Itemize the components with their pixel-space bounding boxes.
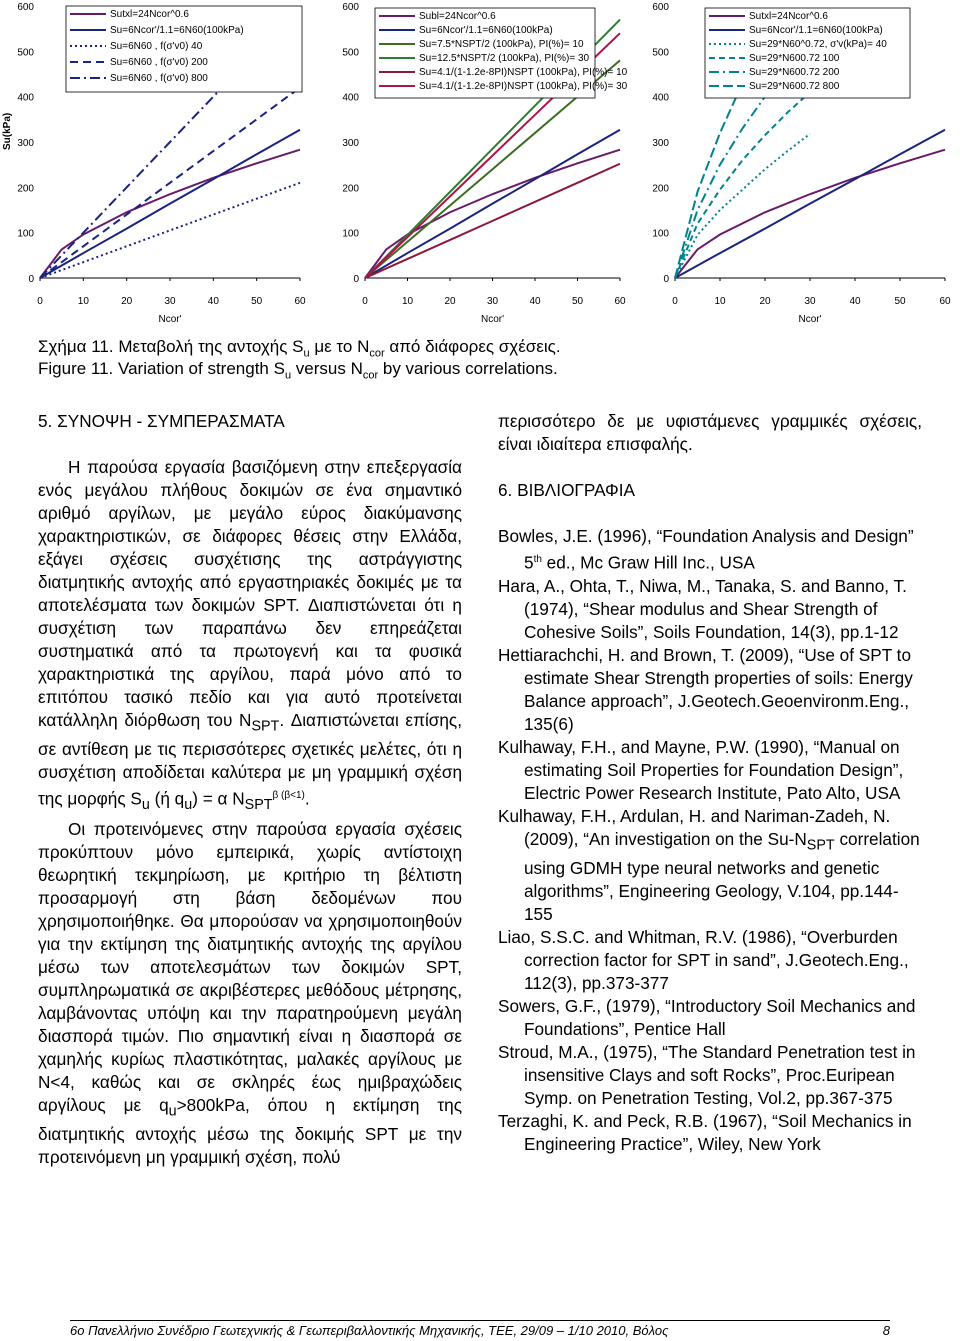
y-tick-label: 300: [17, 138, 34, 149]
reference-item: Bowles, J.E. (1996), “Foundation Analysis and Design” 5th ed., Mc Graw Hill Inc., USA: [498, 526, 914, 573]
series-line: [365, 164, 620, 278]
reference-item: Hara, A., Ohta, T., Niwa, M., Tanaka, S. and Banno, T. (1974), “Shear modulus and Shear Strength of Cohesive Soils”, Soils Foundation, 14(3), pp.1-12: [498, 575, 907, 642]
x-tick-label: 10: [714, 296, 726, 307]
legend-label: Su=6Ncor'/1.1=6N60(100kPa): [110, 25, 244, 36]
legend-label: Su=6N60 , f(σ'v0) 800: [110, 73, 208, 84]
conclusions-paragraph-2: Οι προτεινόμενες στην παρούσα εργασία σχέσεις προκύπτουν μόνο εμπειρικά, χωρίς αντίστοιχη θεωρητική τεκμηρίωση, με κριτήριο τη βέλτιστη προσαρμογή στη βάση δεδομένων που χρησιμοποιήθηκε. Θα μπορούσαν να χρησιμοποιηθούν για την εκτίμηση της διατμητικής αντοχής της αργίλου μέσω των αποτελεσμάτων των δοκιμών SPT, συμπληρωματικά σε ακριβέστερες μεθόδους μέτρησης, λαμβάνοντας υπόψη και την παρατηρούμενη μεγάλη διασπορά τιμών. Πιο σημαντική είναι η διασπορά σε χαμηλής κυρίως πλαστικότητας, μαλακές αργίλους με N<4, καθώς και σε σκληρές έως ημιβραχώδεις αργίλους με $q_u>800kPa$, όπου η εκτίμηση της διατμητικής αντοχής μέσω της δοκιμής SPT με την προτεινόμενη μη γραμμική σχέση, πολύ: [38, 818, 462, 1168]
legend-label: Su=4.1/(1-1.2e-8PI)NSPT (100kPa), PI(%)= 30: [419, 81, 628, 92]
page-footer: [70, 1320, 890, 1338]
x-tick-label: 50: [251, 296, 263, 307]
references-title: 6. ΒΙΒΛΙΟΓΡΑΦΙΑ: [498, 480, 636, 500]
x-tick-label: 20: [759, 296, 771, 307]
x-tick-label: 50: [894, 296, 906, 307]
y-tick-label: 500: [17, 47, 34, 59]
y-tick-label: 500: [652, 47, 669, 59]
reference-item: Sowers, G.F., (1979), “Introductory Soil Mechanics and Foundations”, Pentice Hall: [498, 996, 916, 1040]
chart-left: [10, 0, 315, 330]
legend-label: Su=29*N600.72 200: [749, 67, 840, 78]
x-tick-label: 60: [939, 296, 951, 307]
x-axis-label: Ncor': [480, 314, 505, 325]
y-tick-label: 200: [17, 183, 34, 195]
reference-item: Terzaghi, K. and Peck, R.B. (1967), “Soil Mechanics in Engineering Practice”, Wiley, New York: [498, 1111, 912, 1155]
y-tick-label: 100: [652, 228, 669, 240]
series-line: [40, 130, 300, 278]
y-tick-label: 300: [342, 138, 359, 149]
x-tick-label: 40: [529, 296, 541, 307]
legend-label: Su=6N60 , f(σ'v0) 200: [110, 57, 208, 68]
reference-item: Hettiarachchi, H. and Brown, T. (2009), “Use of SPT to estimate Shear Strength properties of soils: Energy Balance approach”, J.Geotech.Geoenvironm.Eng., 135(6): [498, 644, 913, 734]
y-tick-label: 600: [342, 2, 359, 13]
x-tick-label: 30: [486, 296, 499, 307]
x-tick-label: 40: [207, 296, 219, 307]
page-number: 8: [882, 1323, 890, 1338]
y-tick-label: 400: [652, 92, 669, 104]
x-tick-label: 20: [444, 296, 456, 307]
y-axis-label: Su(kPa): [2, 112, 13, 150]
x-tick-label: 0: [37, 296, 43, 307]
x-tick-label: 10: [77, 296, 89, 307]
legend-label: Sutxl=24Ncor^0.6: [749, 11, 828, 22]
x-tick-label: 50: [571, 296, 584, 307]
legend-label: Su=6Ncor'/1.1=6N60(100kPa): [419, 25, 553, 36]
figure-11: [0, 0, 960, 330]
reference-item: Liao, S.S.C. and Whitman, R.V. (1986), “Overburden correction factor for SPT in sand”, J.Geotech.Eng., 112(3), pp.373-377: [498, 927, 909, 994]
y-tick-label: 0: [353, 274, 359, 285]
caption-english: Figure 11. Variation of strength $S_u$ versus $N_{cor}$ by various correlations.: [38, 359, 558, 382]
series-line: [675, 92, 810, 278]
reference-item: Stroud, M.A., (1975), “The Standard Penetration test in insensitive Clays and soft Rocks”, Proc.Euripean Symp. on Penetration Testing, Vol.2, pp.367-375: [498, 1042, 916, 1109]
x-tick-label: 20: [121, 296, 133, 307]
chart-middle: [335, 0, 635, 330]
series-line: [40, 183, 300, 278]
series-line: [365, 130, 620, 278]
reference-item: Kulhaway, F.H., Ardulan, H. and Nariman-Zadeh, N. (2009), “An investigation on the $Su-N_{SPT}$ correlation using GDMH type neural networks and genetic algorithms”, Engineering Geology, V.104, pp.144-155: [498, 805, 920, 925]
chart-right: [645, 0, 960, 330]
series-line: [40, 150, 300, 278]
conclusions-continuation: περισσότερο δε με υφιστάμενες γραμμικές σχέσεις, είναι ιδιαίτερα επισφαλής.: [498, 411, 922, 454]
series-line: [40, 88, 300, 278]
right-column: [498, 410, 922, 1156]
footer-text: 6ο Πανελλήνιο Συνέδριο Γεωτεχνικής & Γεωπεριβαλλοντικής Μηχανικής, ΤΕΕ, 29/09 – 1/10 2010, Βόλος: [70, 1323, 669, 1338]
y-tick-label: 0: [663, 274, 669, 285]
x-axis-label: Ncor': [158, 314, 182, 325]
legend-label: Su=29*N600.72 100: [749, 53, 840, 64]
section-title: 5. ΣΥΝΟΨΗ - ΣΥΜΠΕΡΑΣΜΑΤΑ: [38, 411, 285, 431]
legend-label: Su=6Ncor'/1.1=6N60(100kPa): [749, 25, 883, 36]
y-tick-label: 600: [17, 2, 34, 13]
legend-label: Su=7.5*NSPT/2 (100kPa), PI(%)= 10: [419, 39, 584, 50]
x-tick-label: 30: [164, 296, 176, 307]
x-tick-label: 10: [401, 296, 414, 307]
y-tick-label: 600: [652, 2, 669, 13]
y-tick-label: 200: [342, 183, 359, 195]
x-tick-label: 40: [849, 296, 861, 307]
legend-label: Su=6N60 , f(σ'v0) 40: [110, 41, 203, 52]
y-tick-label: 500: [342, 47, 359, 59]
x-tick-label: 30: [804, 296, 816, 307]
x-tick-label: 60: [294, 296, 306, 307]
legend-label: Su=12.5*NSPT/2 (100kPa), PI(%)= 30: [419, 53, 590, 64]
left-column: [38, 410, 462, 1169]
x-tick-label: 0: [672, 296, 678, 307]
y-tick-label: 200: [652, 183, 669, 195]
legend-label: Su=29*N60^0.72, σ'v(kPa)= 40: [749, 39, 887, 50]
x-axis-label: Ncor': [798, 314, 822, 325]
x-tick-label: 0: [362, 296, 368, 307]
legend-label: Subl=24Ncor^0.6: [419, 11, 496, 22]
reference-item: Kulhaway, F.H., and Mayne, P.W. (1990), “Manual on estimating Soil Properties for Foundation Design”, Electric Power Research Institute, Pato Alto, USA: [498, 736, 904, 803]
x-tick-label: 60: [614, 296, 626, 307]
legend-label: Su=29*N600.72 800: [749, 81, 840, 92]
caption-greek: Σχήμα 11. Μεταβολή της αντοχής $S_u$ με το $N_{cor}$ από διάφορες σχέσεις.: [38, 337, 561, 360]
y-tick-label: 0: [28, 274, 34, 285]
y-tick-label: 100: [17, 228, 34, 240]
legend-label: Su=4.1/(1-1.2e-8PI)NSPT (100kPa), PI(%)= 10: [419, 67, 628, 78]
conclusions-paragraph-1: Η παρούσα εργασία βασιζόμενη στην επεξεργασία ενός μεγάλου πλήθους δοκιμών σε ένα σημαντικό αριθμό αργίλων, με μεγάλο εύρος διακύμανσης χαρακτηριστικών, σε διάφορες θέσεις στην Ελλάδα, εξάγει σχέσεις συσχέτισης της αστράγγιστης διατμητικής αντοχής από εργαστηριακές δοκιμές με τα αποτελέσματα των δοκιμών SPT. Διαπιστώνεται ότι η συσχέτιση των παραπάνω δεν επηρεάζεται συστηματικά από τα πρωτογενή και τα φυσικά χαρακτηριστικά της αργίλου, παρά μόνο από το επιτόπου τασικό πεδίο και για αυτό προτείνεται κατάλληλη διόρθωση του $N_{SPT}$. Διαπιστώνεται επίσης, σε αντίθεση με τις περισσότερες σχετικές μελέτες, ότι η συσχέτιση αποδίδεται καλύτερα με μη γραμμική σχέση της μορφής $S_u$ (ή $q_u) = \alpha$ $N_{SPT}^{\beta (\beta<1)}$.: [38, 457, 462, 814]
y-tick-label: 100: [342, 228, 359, 240]
legend-label: Sutxl=24Ncor^0.6: [110, 9, 189, 20]
y-tick-label: 400: [342, 92, 359, 104]
y-tick-label: 300: [652, 138, 669, 149]
series-line: [675, 130, 945, 278]
series-line: [675, 134, 810, 278]
y-tick-label: 400: [17, 92, 34, 104]
